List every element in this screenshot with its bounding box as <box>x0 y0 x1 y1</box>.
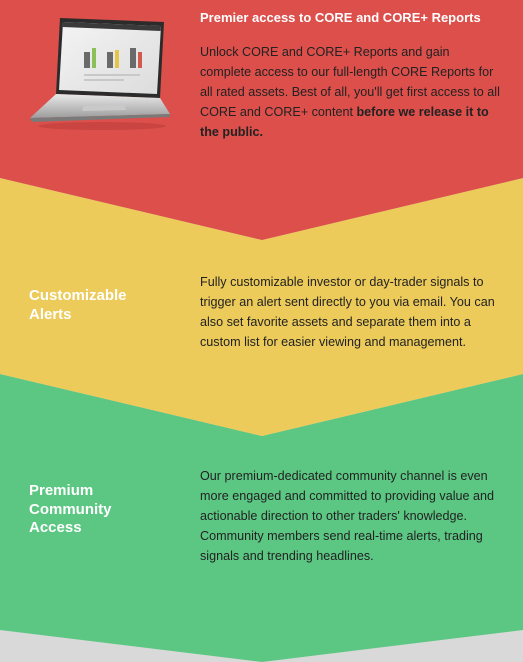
laptop-image <box>24 14 172 132</box>
customizable-alerts-description: Fully customizable investor or day-trader signals to trigger an alert sent directly to you via email. You can also set favorite assets and separate them into a custom list for easier viewing and management. <box>200 275 495 349</box>
core-reports-heading: Premier access to CORE and CORE+ Reports <box>200 10 481 25</box>
premium-community-label: Premium Community Access <box>29 482 112 536</box>
core-reports-bold-text: before we release it to the public. <box>200 105 489 139</box>
premium-community-description: Our premium-dedicated community channel is even more engaged and committed to providing value and actionable direction to other traders' knowledge. Community members send real-time alerts, trading signals and trending headlines. <box>200 469 495 563</box>
core-reports-description <box>200 42 500 142</box>
customizable-alerts-label: Customizable Alerts <box>29 287 127 323</box>
core-reports-text: Unlock CORE and CORE+ Reports and gain complete access to our full-length CORE Reports for all rated assets. Best of all, you'll get first access to all CORE and CORE+ content <box>200 45 500 119</box>
